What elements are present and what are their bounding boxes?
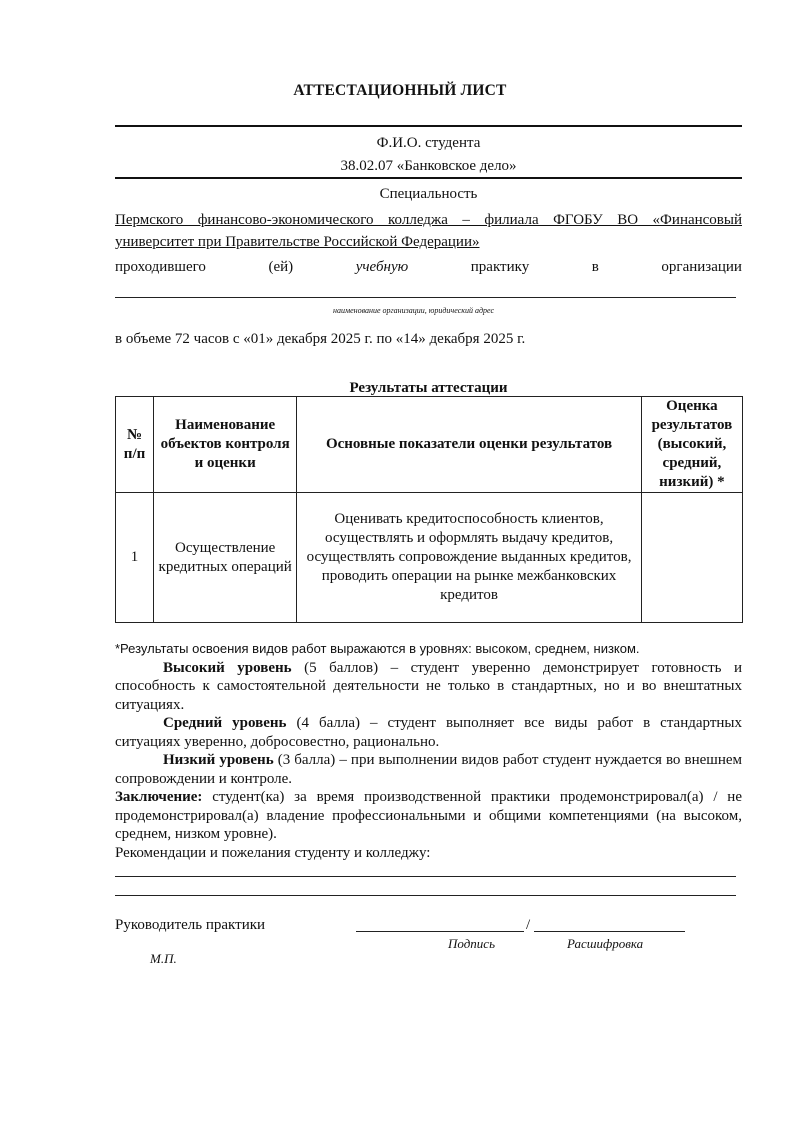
conclusion-title: Заключение: bbox=[115, 789, 203, 805]
divider-speciality bbox=[115, 177, 742, 179]
student-name-label: Ф.И.О. студента bbox=[376, 135, 481, 151]
high-level-text: (5 баллов) – студент уверенно демонстрирует готовность и способность к самостоятельной деятельности не только в стандартных, но и во внештатных ситуациях. bbox=[115, 659, 743, 713]
passed-word-4: практику bbox=[470, 259, 530, 275]
signature-slash: / bbox=[526, 917, 531, 933]
practice-volume: в объеме 72 часов с «01» декабря 2025 г. по «14» декабря 2025 г. bbox=[115, 331, 526, 347]
decode-caption: Расшифровка bbox=[567, 936, 644, 951]
row-indicators: Оценивать кредитоспособность клиентов, осуществлять и оформлять выдачу кредитов, осуществлять сопровождение выданных кредитов, проводить операции на рынке межбанковских кредитов bbox=[297, 493, 642, 623]
row-object: Осуществление кредитных операций bbox=[154, 493, 297, 623]
low-level-title: Низкий уровень bbox=[163, 752, 274, 768]
footnote: *Результаты освоения видов работ выражаются в уровнях: высоком, среднем, низком. bbox=[115, 641, 640, 656]
recommendations-label: Рекомендации и пожелания студенту и колледжу: bbox=[115, 844, 431, 861]
low-level-note bbox=[115, 751, 742, 788]
college-name-line1: Пермского финансово-экономического колледжа – филиала ФГОБУ ВО «Финансовый bbox=[115, 212, 742, 228]
assessment-notes bbox=[115, 640, 742, 862]
results-table bbox=[115, 396, 743, 623]
row-assessment[interactable] bbox=[641, 493, 742, 623]
college-name bbox=[115, 209, 742, 253]
header-assessment: Оценка результатов (высокий, средний, низкий) * bbox=[641, 397, 742, 493]
recommendations-line-2[interactable] bbox=[115, 895, 736, 896]
decode-line[interactable] bbox=[534, 931, 685, 932]
page-title: АТТЕСТАЦИОННЫЙ ЛИСТ bbox=[293, 82, 507, 99]
passed-word-3: учебную bbox=[355, 259, 409, 275]
organization-blank-line[interactable] bbox=[115, 297, 736, 298]
conclusion-text: студент(ка) за время производственной практики продемонстрировал(а) / не продемонстрировал(а) владение профессиональными и общими компетенциями (на высоком, среднем, низком уровне). bbox=[115, 789, 742, 842]
passed-word-1: проходившего bbox=[115, 259, 206, 275]
header-objects: Наименование объектов контроля и оценки bbox=[154, 397, 297, 493]
low-level-text: (3 балла) – при выполнении видов работ студент нуждается во внешнем сопровождении и контроле. bbox=[115, 752, 742, 787]
header-num: № п/п bbox=[116, 397, 154, 493]
mid-level-note bbox=[115, 714, 742, 751]
signature-line[interactable] bbox=[356, 931, 524, 932]
organization-caption: наименование организации, юридический адрес bbox=[333, 306, 495, 315]
recommendations-line-1[interactable] bbox=[115, 876, 736, 877]
table-row bbox=[116, 493, 743, 623]
passed-practice-line bbox=[115, 259, 742, 276]
high-level-note bbox=[115, 659, 742, 715]
supervisor-label: Руководитель практики bbox=[115, 917, 266, 933]
passed-word-2: (ей) bbox=[268, 259, 294, 275]
stamp-place: М.П. bbox=[150, 951, 177, 966]
high-level-title: Высокий уровень bbox=[163, 659, 292, 676]
mid-level-title: Средний уровень bbox=[163, 715, 287, 731]
conclusion bbox=[115, 788, 742, 844]
divider-top bbox=[115, 125, 742, 127]
results-header-row bbox=[116, 397, 743, 493]
speciality-code: 38.02.07 «Банковское дело» bbox=[340, 158, 517, 174]
signature-caption: Подпись bbox=[448, 936, 495, 951]
passed-word-5: в bbox=[591, 259, 599, 275]
speciality-label: Специальность bbox=[379, 186, 478, 202]
college-name-line2: университет при Правительстве Российской Федерации» bbox=[115, 234, 480, 250]
row-num: 1 bbox=[116, 493, 154, 623]
results-caption: Результаты аттестации bbox=[349, 380, 508, 396]
header-indicators: Основные показатели оценки результатов bbox=[297, 397, 642, 493]
passed-word-6: организации bbox=[661, 259, 742, 275]
mid-level-text: (4 балла) – студент выполняет все виды работ в стандартных ситуациях уверенно, добросовестно, рационально. bbox=[115, 715, 742, 750]
